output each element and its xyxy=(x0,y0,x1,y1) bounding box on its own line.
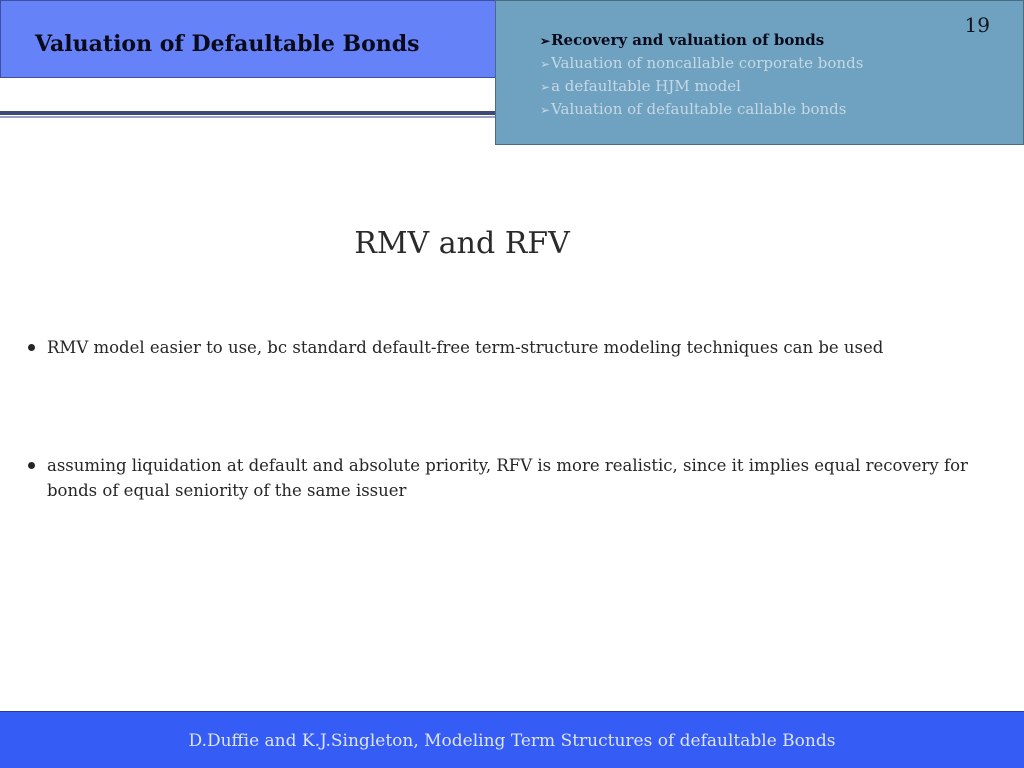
outline-item-label: Recovery and valuation of bonds xyxy=(551,31,825,49)
footer-bar xyxy=(0,711,1024,768)
arrow-bullet-icon: ➢ xyxy=(540,80,551,94)
outline-item-callable-bonds xyxy=(540,98,863,121)
arrow-bullet-icon: ➢ xyxy=(540,103,551,117)
bullet-item xyxy=(26,453,1006,503)
outline-item-noncallable-bonds xyxy=(540,52,863,75)
bullet-text: RMV model easier to use, bc standard default-free term-structure modeling techniques can be used xyxy=(47,338,884,357)
arrow-bullet-icon: ➢ xyxy=(540,34,551,48)
bullet-list xyxy=(26,335,1006,503)
slide-heading: RMV and RFV xyxy=(354,226,570,261)
slide-title: Valuation of Defaultable Bonds xyxy=(35,31,420,57)
outline-item-hjm-model xyxy=(540,75,863,98)
outline-item-label: Valuation of noncallable corporate bonds xyxy=(551,54,864,72)
footer-citation: D.Duffie and K.J.Singleton, Modeling Term Structures of defaultable Bonds xyxy=(188,731,836,751)
slide-title-box xyxy=(0,0,496,78)
section-outline-box xyxy=(495,0,1024,145)
bullet-text: assuming liquidation at default and absolute priority, RFV is more realistic, since it implies equal recovery for bonds of equal seniority of the same issuer xyxy=(47,456,968,500)
bullet-item xyxy=(26,335,1006,360)
section-outline-list xyxy=(540,29,863,121)
outline-item-label: Valuation of defaultable callable bonds xyxy=(551,100,847,118)
outline-item-recovery-valuation xyxy=(540,29,863,52)
bullet-dot-icon xyxy=(28,462,35,469)
bullet-dot-icon xyxy=(28,344,35,351)
page-number: 19 xyxy=(964,13,990,37)
title-divider xyxy=(0,111,496,115)
outline-item-label: a defaultable HJM model xyxy=(551,77,741,95)
title-divider-shadow xyxy=(0,116,496,118)
arrow-bullet-icon: ➢ xyxy=(540,57,551,71)
